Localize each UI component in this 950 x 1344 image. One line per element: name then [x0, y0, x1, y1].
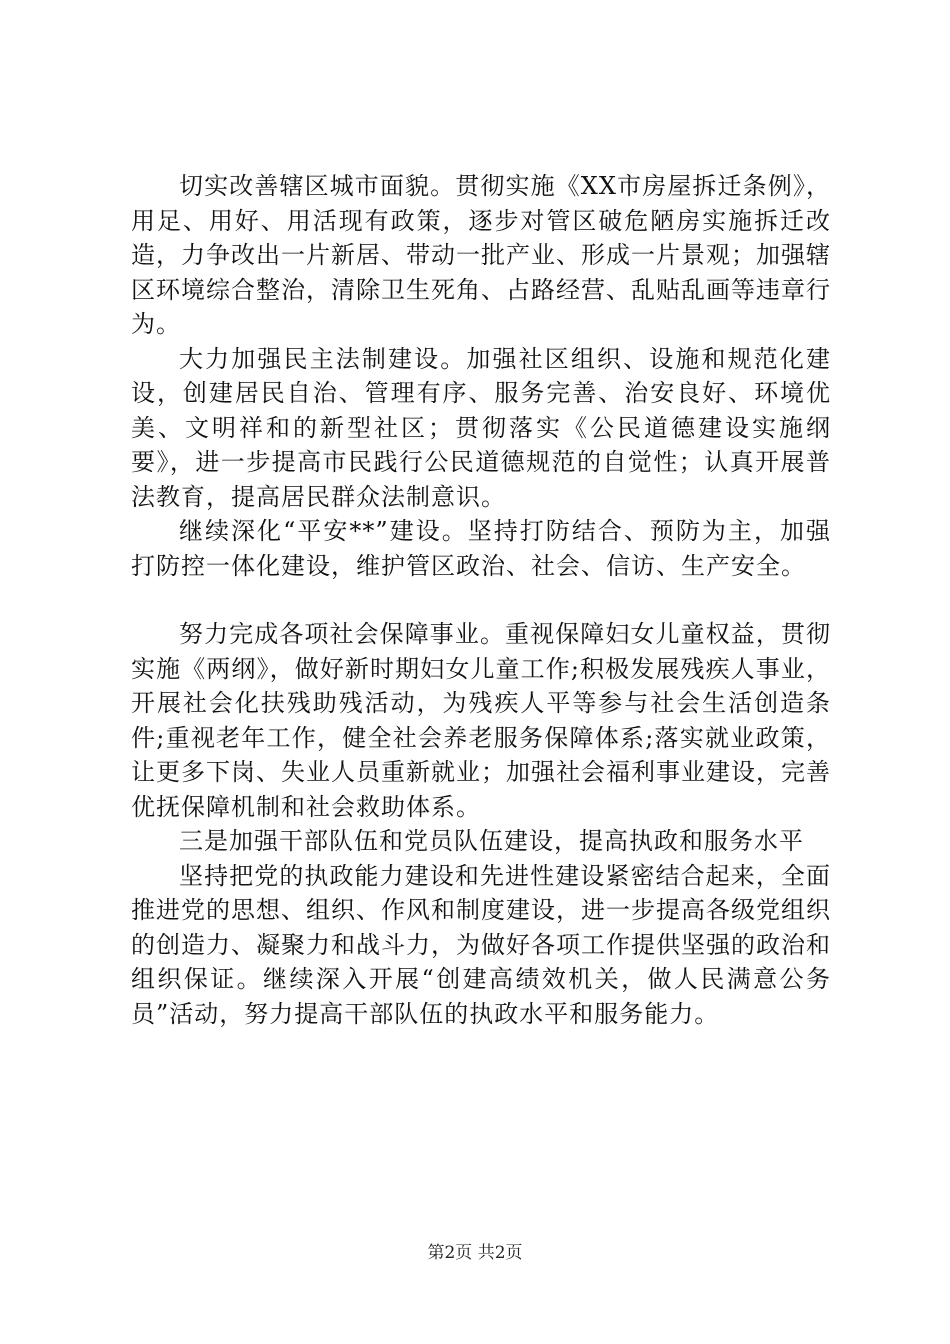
page-number-footer: 第2页 共2页: [427, 1243, 523, 1263]
paragraph-party-building: 坚持把党的执政能力建设和先进性建设紧密结合起来，全面推进党的思想、组织、作风和制度建设，进一步提高各级党组织的创造力、凝聚力和战斗力，为做好各项工作提供坚强的政治和组织保证。继续深入开展“创建高绩效机关，做人民满意公务员”活动，努力提高干部队伍的执政水平和服务能力。: [131, 861, 831, 1028]
paragraph-safety: 继续深化“平安**”建设。坚持打防结合、预防为主，加强打防控一体化建设，维护管区政治、社会、信访、生产安全。: [131, 517, 831, 580]
paragraph-social-security: 努力完成各项社会保障事业。重视保障妇女儿童权益，贯彻实施《两纲》，做好新时期妇女儿童工作;积极发展残疾人事业，开展社会化扶残助残活动，为残疾人平等参与社会生活创造条件;重视老年工作，健全社会养老服务保障体系;落实就业政策，让更多下岗、失业人员重新就业；加强社会福利事业建设，完善优抚保障机制和社会救助体系。: [131, 620, 831, 821]
paragraph-urban-appearance: 切实改善辖区城市面貌。贯彻实施《XX市房屋拆迁条例》，用足、用好、用活现有政策，逐步对管区破危陋房实施拆迁改造，力争改出一片新居、带动一批产业、形成一片景观；加强辖区环境综合整治，清除卫生死角、占路经营、乱贴乱画等违章行为。: [131, 172, 831, 338]
document-body: [131, 169, 831, 1031]
paragraph-democracy-legal: 大力加强民主法制建设。加强社区组织、设施和规范化建设，创建居民自治、管理有序、服务完善、治安良好、环境优美、文明祥和的新型社区；贯彻落实《公民道德建设实施纲要》，进一步提高市民践行公民道德规范的自觉性；认真开展普法教育，提高居民群众法制意识。: [131, 344, 831, 511]
section-heading-cadre: 三是加强干部队伍和党员队伍建设，提高执政和服务水平: [179, 827, 804, 855]
